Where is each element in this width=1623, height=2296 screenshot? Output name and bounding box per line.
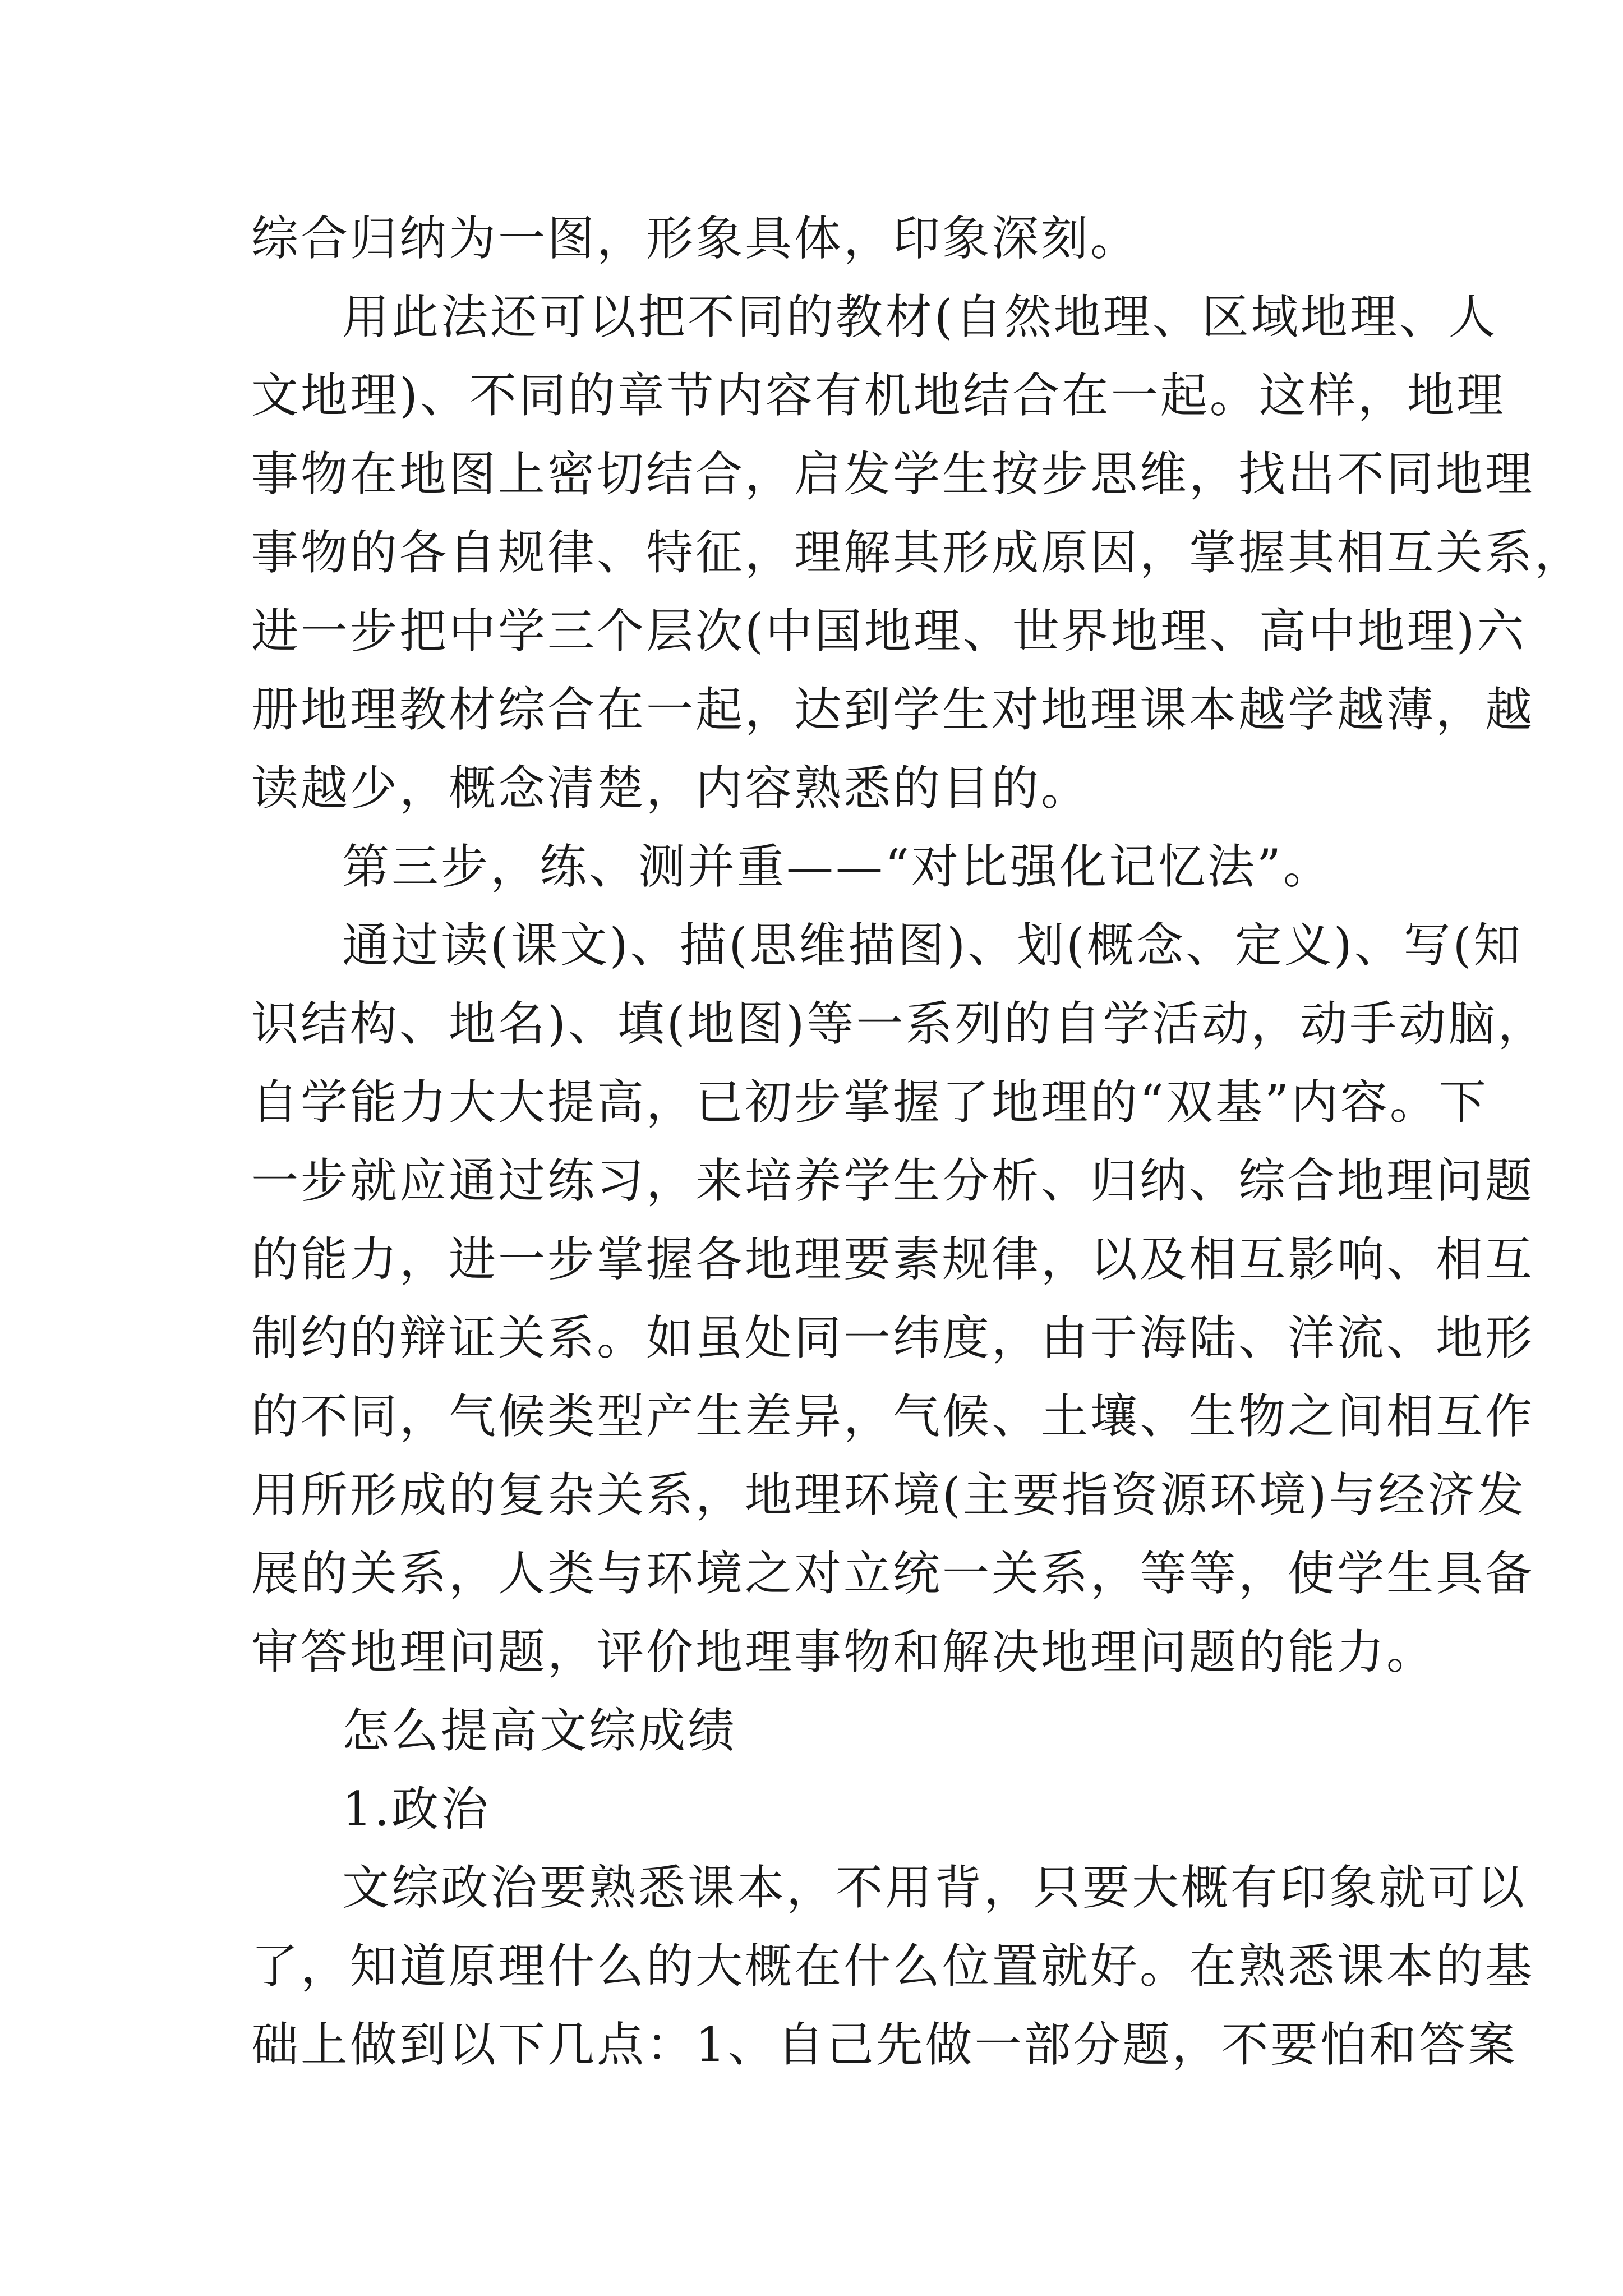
text-line: 文地理)、不同的章节内容有机地结合在一起。这样，地理 [251,368,1506,423]
text-line: 进一步把中学三个层次(中国地理、世界地理、高中地理)六 [251,604,1527,659]
text-line: 册地理教材综合在一起，达到学生对地理课本越学越薄，越 [251,682,1535,737]
text-line: 事物的各自规律、特征，理解其形成原因，掌握其相互关系， [251,525,1584,580]
text-line: 事物在地图上密切结合，启发学生按步思维，找出不同地理 [251,447,1535,501]
text-line: 的能力，进一步掌握各地理要素规律，以及相互影响、相互 [251,1232,1535,1287]
text-line: 一步就应通过练习，来培养学生分析、归纳、综合地理问题 [251,1153,1535,1208]
text-line: 展的关系，人类与环境之对立统一关系，等等，使学生具备 [251,1546,1535,1601]
text-line: 了，知道原理什么的大概在什么位置就好。在熟悉课本的基 [251,1939,1535,1994]
text-line: 用此法还可以把不同的教材(自然地理、区域地理、人 [342,289,1498,344]
text-line: 审答地理问题，评价地理事物和解决地理问题的能力。 [251,1625,1436,1680]
text-line: 综合归纳为一图，形象具体，印象深刻。 [251,211,1140,266]
text-line: 自学能力大大提高，已初步掌握了地理的“双基”内容。下 [251,1075,1488,1130]
text-line: 识结构、地名)、填(地图)等一系列的自学活动，动手动脑， [251,996,1547,1051]
text-line: 础上做到以下几点：1、自己先做一部分题，不要怕和答案 [251,2017,1518,2072]
text-line: 的不同，气候类型产生差异，气候、土壤、生物之间相互作 [251,1389,1535,1444]
section-heading: 怎么提高文综成绩 [342,1703,737,1758]
text-line: 第三步，练、测并重——“对比强化记忆法”。 [342,839,1332,894]
text-line: 用所形成的复杂关系，地理环境(主要指资源环境)与经济发 [251,1467,1527,1522]
subsection-heading: 1.政治 [342,1782,491,1837]
text-line: 制约的辩证关系。如虽处同一纬度，由于海陆、洋流、地形 [251,1310,1535,1365]
text-line: 文综政治要熟悉课本，不用背，只要大概有印象就可以 [342,1860,1527,1915]
text-line: 通过读(课文)、描(思维描图)、划(概念、定义)、写(知 [342,918,1523,973]
text-line: 读越少，概念清楚，内容熟悉的目的。 [251,761,1091,816]
